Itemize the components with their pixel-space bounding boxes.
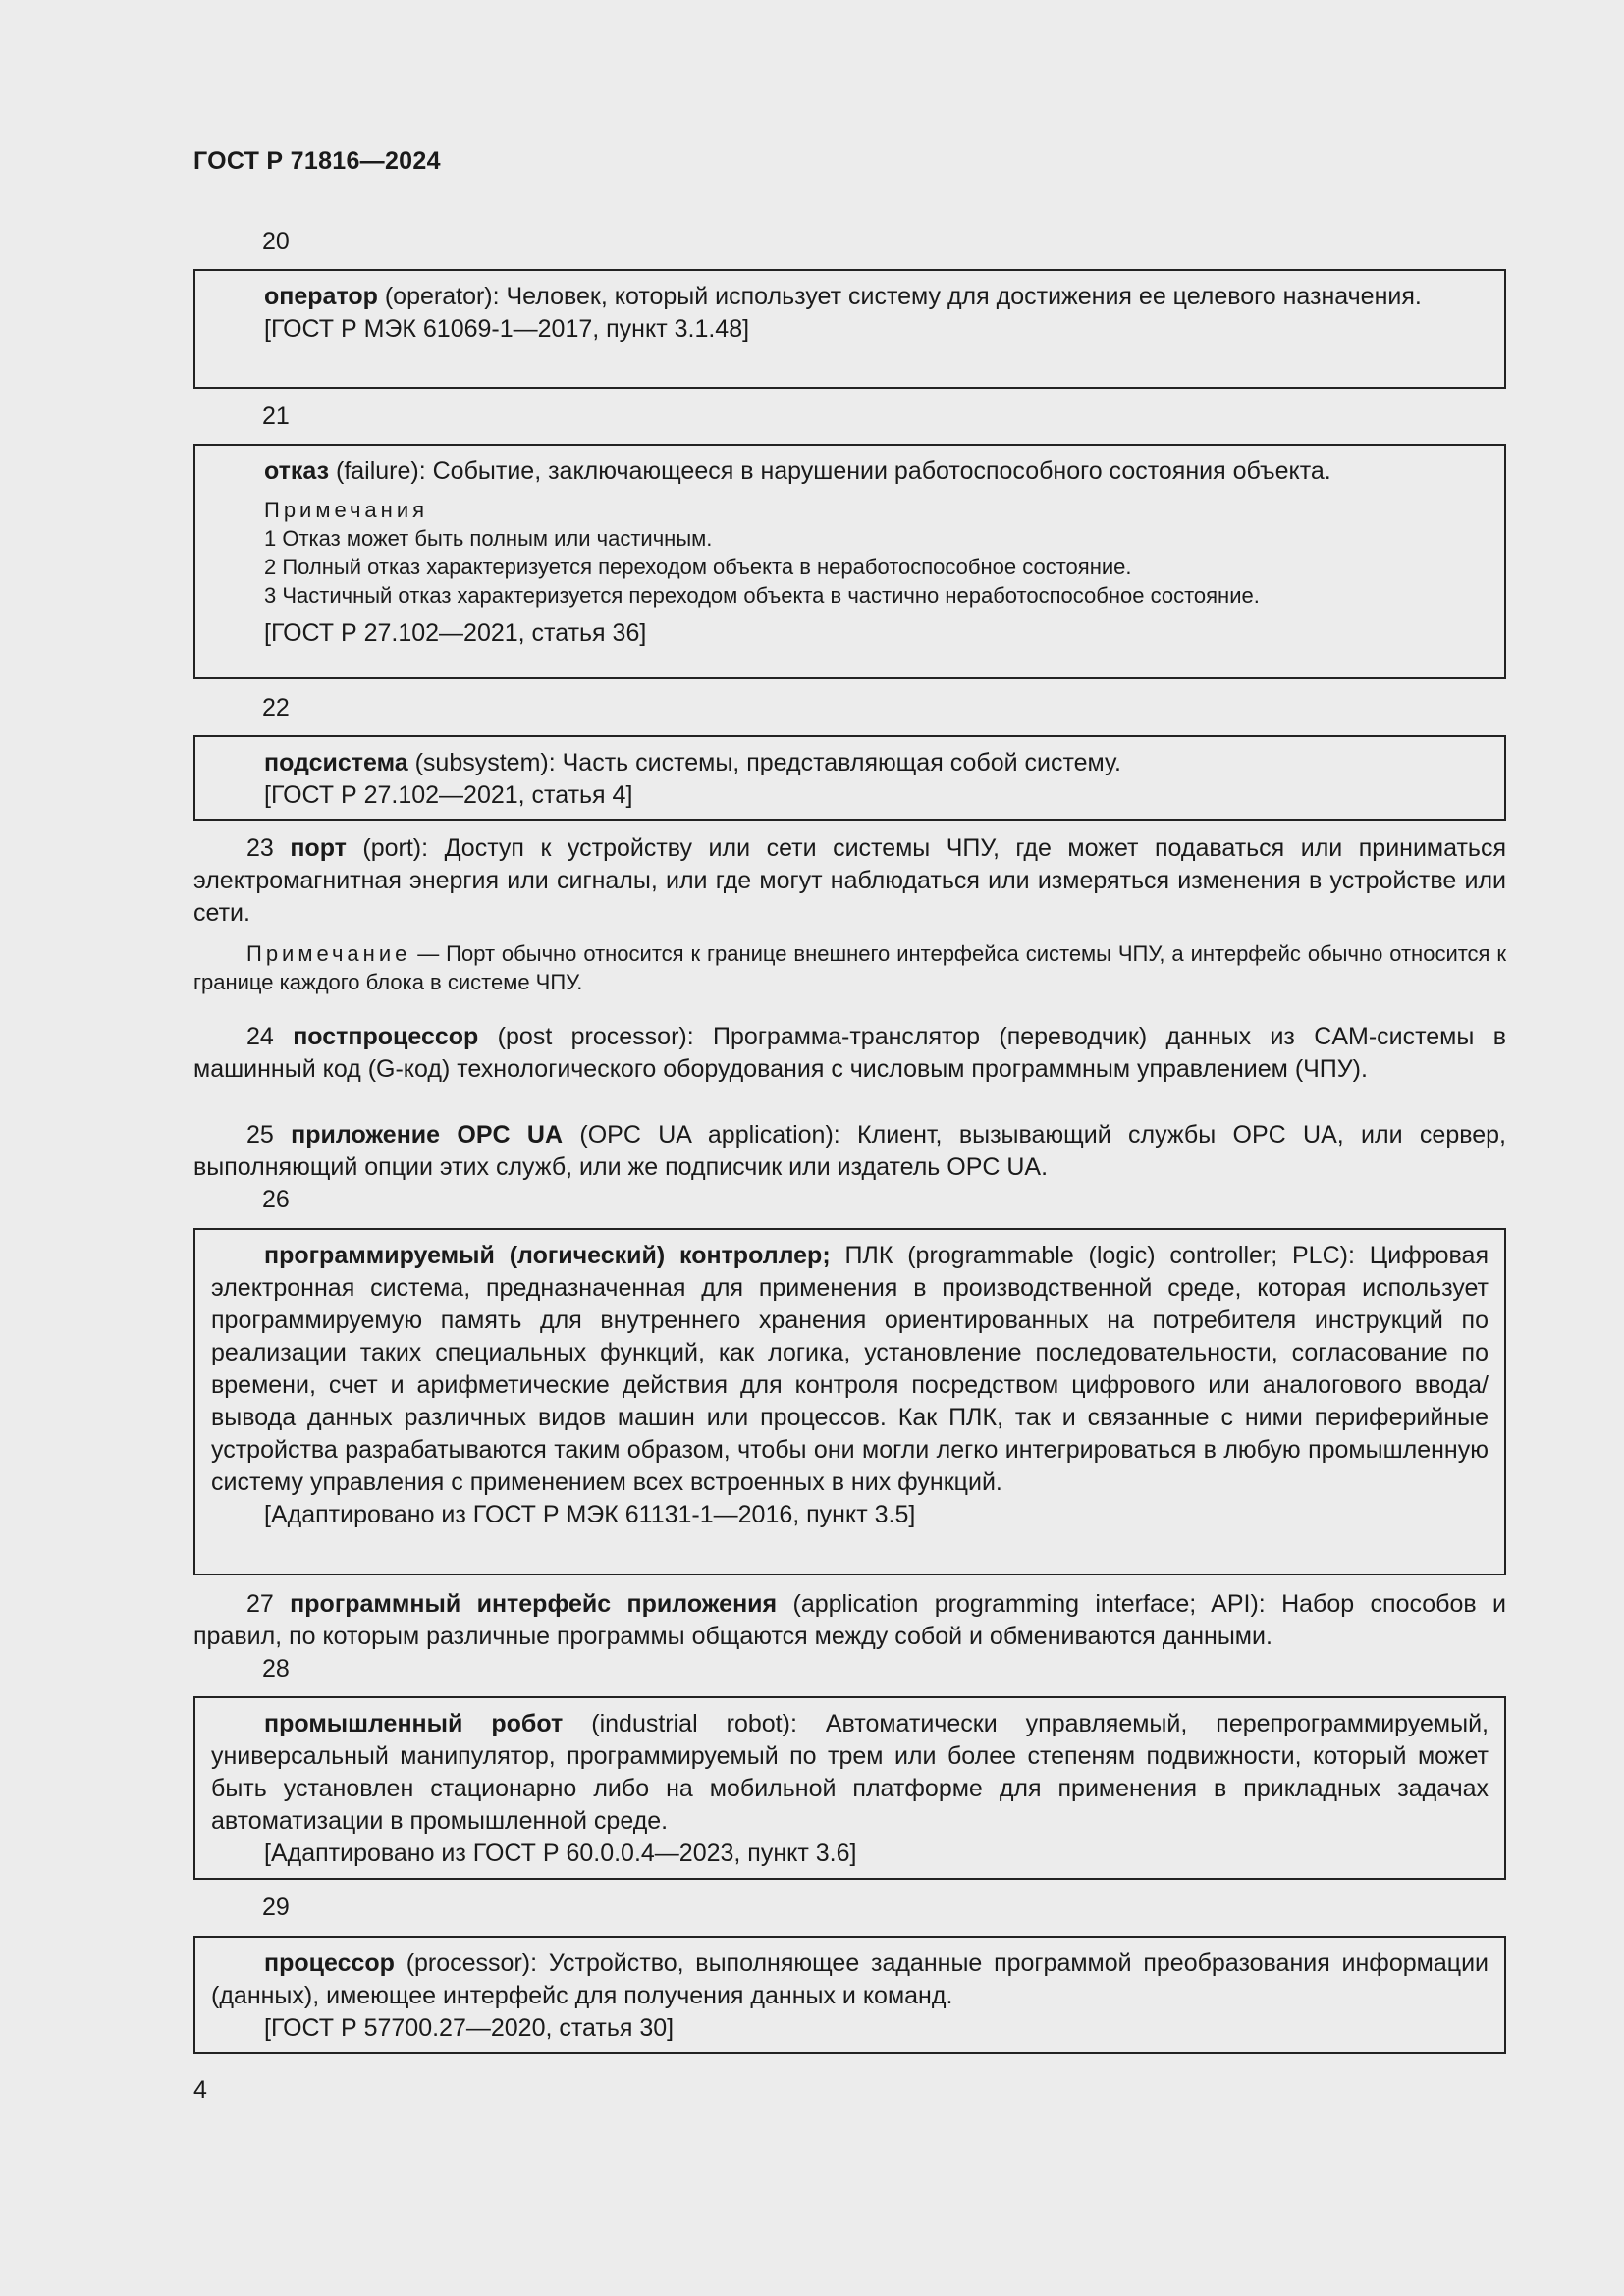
term-number-20: 20 [262,228,290,255]
term-name: программируемый (логический) контроллер; [264,1242,831,1269]
term-name: порт [290,834,347,862]
notes-heading-21: Примечания [264,498,429,522]
term-name: отказ [264,457,330,485]
note-21-2: 2 Полный отказ характеризуется переходом объекта в неработоспособное состояние. [264,555,1132,579]
term-name: оператор [264,283,378,310]
term-source-21: [ГОСТ Р 27.102—2021, статья 36] [264,619,647,647]
term-name: программный интерфейс приложения [290,1590,778,1618]
term-number-29: 29 [262,1894,290,1921]
term-name: подсистема [264,749,408,776]
term-definition-21: отказ (failure): Событие, заключающееся в нарушении работоспособного состояния объекта. [264,457,1331,485]
note-23: Примечание — Порт обычно относится к границе внешнего интерфейса системы ЧПУ, а интерфейс обычно относится к границе каждого блока в системе ЧПУ. [193,941,1506,994]
term-name: постпроцессор [293,1023,479,1050]
note-21-3: 3 Частичный отказ характеризуется переходом объекта в частично неработоспособное состояние. [264,583,1260,608]
term-entry-24 [193,1021,1506,1086]
term-source-22: [ГОСТ Р 27.102—2021, статья 4] [264,781,633,809]
term-box-28 [193,1696,1506,1880]
term-definition-25: 25 приложение OPC UA (OPC UA application): Клиент, вызывающий службы OPC UA, или сервер, выполняющий опции этих служб, или же подписчик или издатель OPC UA. [193,1121,1506,1181]
note-21-1: 1 Отказ может быть полным или частичным. [264,526,713,551]
term-source-26: [Адаптировано из ГОСТ Р МЭК 61131-1—2016, пункт 3.5] [264,1501,916,1528]
term-box-22 [193,735,1506,821]
term-name: процессор [264,1949,395,1977]
term-entry-25 [193,1119,1506,1184]
term-name: приложение OPC UA [291,1121,564,1148]
term-definition-29: процессор (processor): Устройство, выполняющее заданные программой преобразования информации (данных), имеющее интерфейс для получения данных и команд. [211,1949,1489,2009]
term-box-20 [193,269,1506,389]
document-header: ГОСТ Р 71816—2024 [193,147,441,175]
term-definition-23: 23 порт (port): Доступ к устройству или сети системы ЧПУ, где может подаваться или приниматься электромагнитная энергия или сигналы, или где могут наблюдаться или измеряться изменения в устройстве или сети. [193,834,1506,927]
term-source-29: [ГОСТ Р 57700.27—2020, статья 30] [264,2014,675,2042]
term-source-20: [ГОСТ Р МЭК 61069-1—2017, пункт 3.1.48] [264,315,750,343]
term-number-28: 28 [262,1655,290,1682]
term-box-29 [193,1936,1506,2054]
term-entry-23 [193,832,1506,996]
term-number-22: 22 [262,694,290,721]
term-box-21 [193,444,1506,679]
page-number: 4 [193,2076,207,2104]
term-definition-24: 24 постпроцессор (post processor): Программа-транслятор (переводчик) данных из CAM-системы в машинный код (G-код) технологического оборудования с числовым программным управлением (ЧПУ). [193,1023,1506,1083]
term-definition-22: подсистема (subsystem): Часть системы, представляющая собой систему. [264,749,1121,776]
term-definition-28: промышленный робот (industrial robot): Автоматически управляемый, перепрограммируемый, универсальный манипулятор, программируемый по трем или более степеням подвижности, который может быть установлен стационарно либо на мобильной платформе для применения в прикладных задачах автоматизации в промышленной среде. [211,1710,1489,1835]
term-name: промышленный робот [264,1710,564,1737]
term-definition-20: оператор (operator): Человек, который использует систему для достижения ее целевого назначения. [264,283,1422,310]
term-entry-27 [193,1588,1506,1653]
term-definition-26: программируемый (логический) контроллер; ПЛК (programmable (logic) controller; PLC): Цифровая электронная система, предназначенная для применения в производственной среде, которая использует программируемую память для внутреннего хранения ориентированных на потребителя инструкций по реализации таких специальных функций, как логика, установление последовательности, согласование по времени, счет и арифметические действия для контроля посредством цифрового или аналогового ввода/вывода данных различных видов машин или процессов. Как ПЛК, так и связанные с ними периферийные устройства разрабатываются таким образом, чтобы они могли легко интегрироваться в любую промышленную систему управления с применением всех встроенных в них функций. [211,1242,1489,1496]
term-number-21: 21 [262,402,290,430]
term-number-26: 26 [262,1186,290,1213]
term-definition-27: 27 программный интерфейс приложения (application programming interface; API): Набор способов и правил, по которым различные программы общаются между собой и обмениваются данными. [193,1590,1507,1650]
term-source-28: [Адаптировано из ГОСТ Р 60.0.0.4—2023, пункт 3.6] [264,1840,857,1867]
term-box-26 [193,1228,1506,1575]
